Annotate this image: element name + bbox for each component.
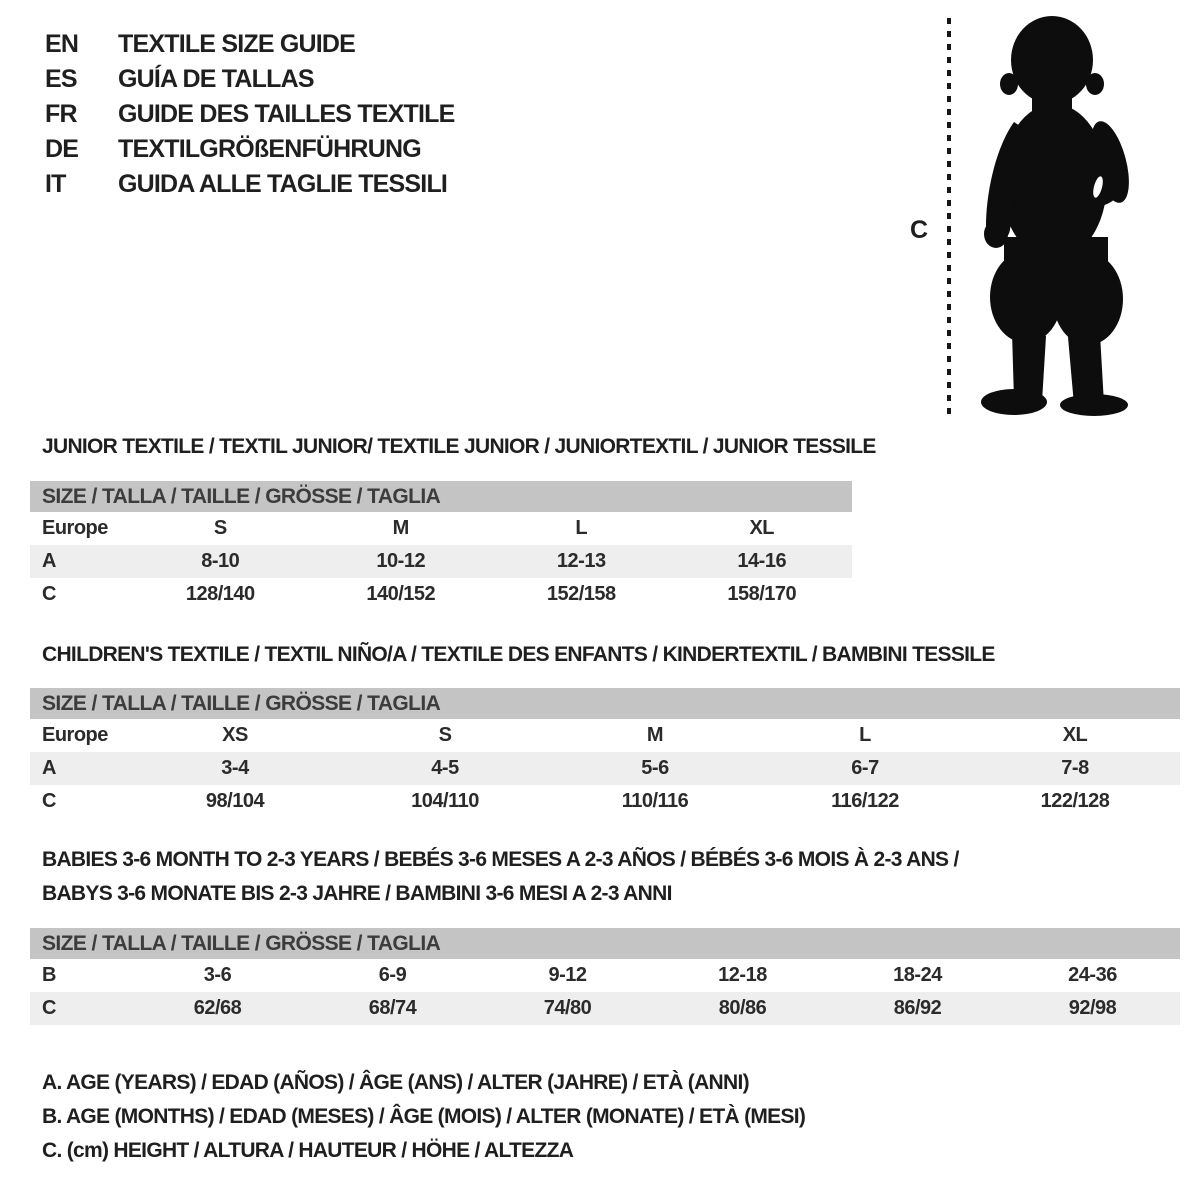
row-label: Europe: [42, 517, 108, 539]
table-cell: 7-8: [1061, 757, 1089, 779]
legend-line-c: C. (cm) HEIGHT / ALTURA / HAUTEUR / HÖHE / ALTEZZA: [42, 1139, 574, 1162]
table-size-header: SIZE / TALLA / TAILLE / GRÖSSE / TAGLIA: [30, 928, 1180, 959]
table-cell: 12-13: [556, 550, 606, 572]
lang-code: DE: [45, 135, 79, 163]
lang-row-en: [45, 27, 455, 62]
lang-code: ES: [45, 65, 77, 93]
height-measure-label: C: [910, 216, 929, 244]
table-row: [30, 959, 1180, 992]
table-cell: 110/116: [621, 790, 689, 812]
table-cell: L: [575, 517, 588, 539]
lang-row-it: [45, 167, 455, 202]
children-size-table: [30, 688, 1180, 818]
junior-section-title: JUNIOR TEXTILE / TEXTIL JUNIOR/ TEXTILE JUNIOR / JUNIORTEXTIL / JUNIOR TESSILE: [42, 435, 876, 458]
table-cell: 86/92: [893, 997, 942, 1019]
table-cell: 5-6: [641, 757, 669, 779]
table-cell: 62/68: [193, 997, 242, 1019]
table-row: [30, 752, 1180, 785]
lang-code: EN: [45, 30, 79, 58]
table-cell: 104/110: [411, 790, 479, 812]
table-row: [30, 578, 852, 611]
table-cell: 92/98: [1068, 997, 1117, 1019]
lang-code: IT: [45, 170, 66, 198]
lang-label: TEXTILE SIZE GUIDE: [118, 30, 356, 58]
lang-label: GUIDE DES TAILLES TEXTILE: [118, 100, 455, 128]
table-row: [30, 992, 1180, 1025]
table-row: [30, 785, 1180, 818]
table-cell: 122/128: [1040, 790, 1110, 812]
legend: [42, 1066, 805, 1168]
table-cell: 6-7: [851, 757, 879, 779]
table-cell: 8-10: [201, 550, 240, 572]
table-cell: 14-16: [737, 550, 787, 572]
table-cell: 140/152: [366, 583, 436, 605]
table-cell: 158/170: [727, 583, 797, 605]
table-cell: 74/80: [543, 997, 592, 1019]
row-label: A: [42, 550, 56, 572]
lang-row-de: [45, 132, 455, 167]
babies-section-title: [42, 843, 959, 911]
table-cell: 4-5: [431, 757, 459, 779]
table-cell: 80/86: [718, 997, 767, 1019]
table-cell: 98/104: [205, 790, 265, 812]
table-row: [30, 719, 1180, 752]
table-cell: XL: [749, 517, 775, 539]
babies-title-line-2: BABYS 3-6 MONATE BIS 2-3 JAHRE / BAMBINI 3-6 MESI A 2-3 ANNI: [42, 882, 672, 905]
table-cell: 3-4: [221, 757, 249, 779]
table-row: [30, 512, 852, 545]
table-cell: 9-12: [548, 964, 587, 986]
table-cell: M: [392, 517, 409, 539]
toddler-silhouette-icon: [962, 12, 1137, 417]
lang-row-es: [45, 62, 455, 97]
legend-line-a: A. AGE (YEARS) / EDAD (AÑOS) / ÂGE (ANS) / ALTER (JAHRE) / ETÀ (ANNI): [42, 1071, 749, 1094]
table-cell: S: [213, 517, 227, 539]
row-label: Europe: [42, 724, 108, 746]
table-cell: 3-6: [203, 964, 232, 986]
row-label: C: [42, 583, 56, 605]
table-cell: S: [438, 724, 452, 746]
table-cell: 18-24: [893, 964, 942, 986]
height-measure-dotted-line: [947, 18, 951, 418]
table-row: [30, 545, 852, 578]
table-cell: 6-9: [378, 964, 407, 986]
table-size-header: SIZE / TALLA / TAILLE / GRÖSSE / TAGLIA: [30, 481, 852, 512]
row-label: B: [42, 964, 56, 986]
table-size-header: SIZE / TALLA / TAILLE / GRÖSSE / TAGLIA: [30, 688, 1180, 719]
table-cell: 24-36: [1068, 964, 1117, 986]
lang-label: TEXTILGRÖßENFÜHRUNG: [118, 135, 421, 163]
table-cell: 116/122: [831, 790, 899, 812]
babies-title-line-1: BABIES 3-6 MONTH TO 2-3 YEARS / BEBÉS 3-6 MESES A 2-3 AÑOS / BÉBÉS 3-6 MOIS À 2-3 ANS /: [42, 848, 959, 871]
table-cell: M: [646, 724, 664, 746]
babies-size-table: [30, 928, 1180, 1025]
legend-line-b: B. AGE (MONTHS) / EDAD (MESES) / ÂGE (MOIS) / ALTER (MONATE) / ETÀ (MESI): [42, 1105, 806, 1128]
lang-label: GUIDA ALLE TAGLIE TESSILI: [118, 170, 448, 198]
lang-code: FR: [45, 100, 77, 128]
table-cell: XL: [1062, 724, 1088, 746]
lang-row-fr: [45, 97, 455, 132]
table-cell: 152/158: [546, 583, 616, 605]
row-label: C: [42, 790, 56, 812]
table-cell: L: [859, 724, 871, 746]
table-cell: 68/74: [368, 997, 417, 1019]
junior-size-table: [30, 481, 852, 611]
table-cell: 12-18: [718, 964, 767, 986]
table-cell: XS: [222, 724, 248, 746]
lang-label: GUÍA DE TALLAS: [118, 65, 314, 93]
table-cell: 10-12: [376, 550, 426, 572]
language-list: [45, 27, 455, 202]
row-label: A: [42, 757, 56, 779]
row-label: C: [42, 997, 56, 1019]
children-section-title: CHILDREN'S TEXTILE / TEXTIL NIÑO/A / TEXTILE DES ENFANTS / KINDERTEXTIL / BAMBINI TESSILE: [42, 643, 995, 666]
table-cell: 128/140: [185, 583, 255, 605]
